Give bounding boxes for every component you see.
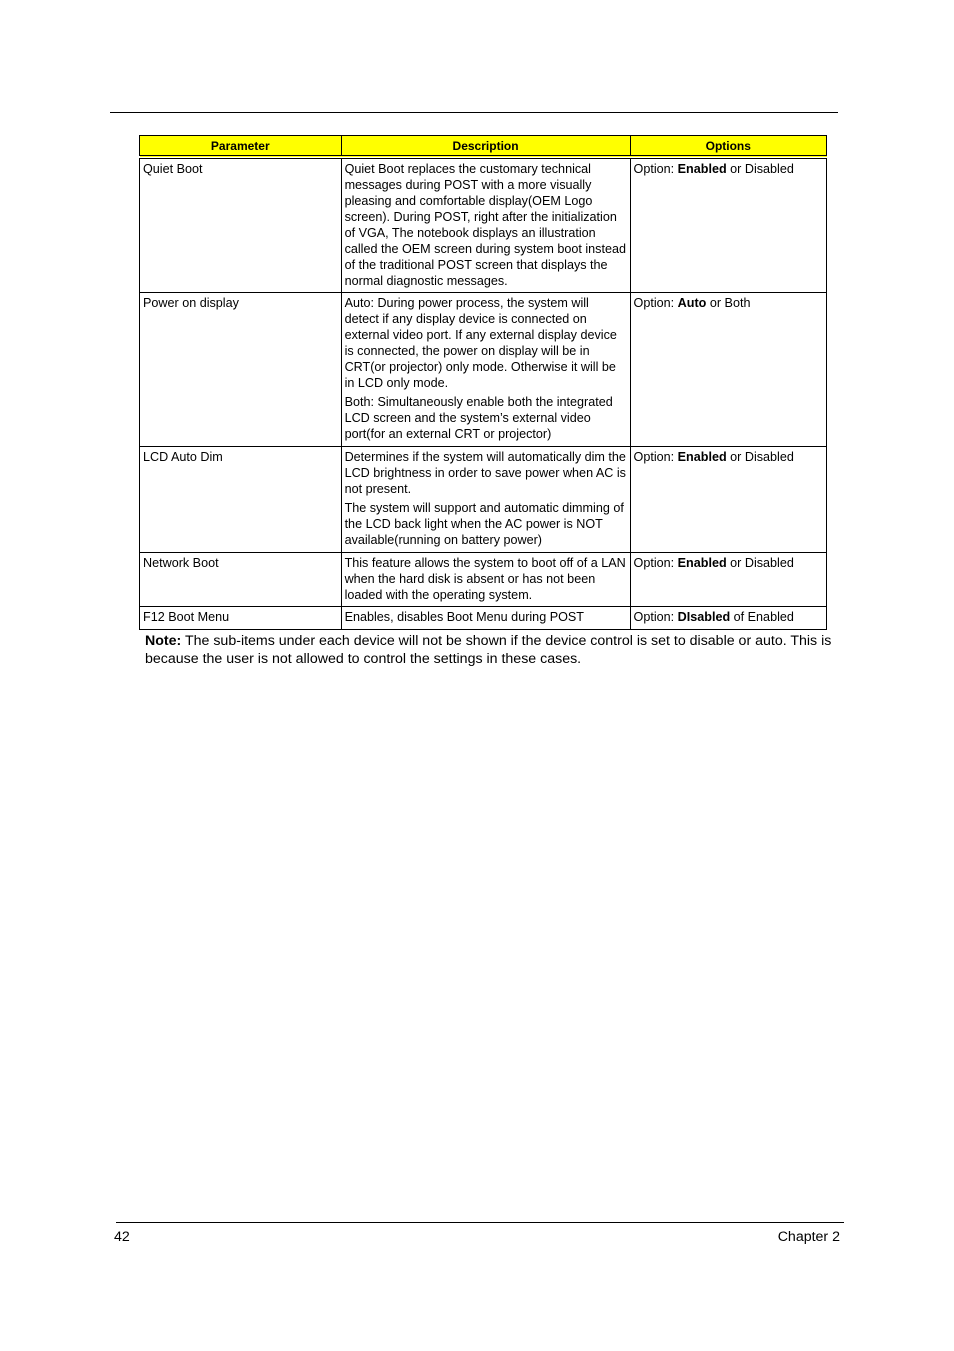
description-paragraph: Auto: During power process, the system will detect if any display device is connected on external video port. If any external display device is connected, the power on display will be in CRT(or projector) only mode. Otherwise it will be in LCD only mode. [344,296,617,390]
option-prefix: Option: [633,296,678,310]
header-options: Options [630,136,826,158]
option-prefix: Option: [633,450,678,464]
options-cell [630,447,826,553]
option-default: Enabled [677,450,727,464]
note-paragraph [145,632,845,668]
table-row [140,553,827,607]
note-label: Note: [145,633,182,649]
option-prefix: Option: [633,610,678,624]
header-rule [110,112,838,113]
description-paragraph: This feature allows the system to boot off of a LAN when the hard disk is absent or has not been loaded with the operating system. [344,556,626,602]
option-default: DIsabled [677,610,731,624]
parameter-cell: F12 Boot Menu [140,607,342,630]
description-cell [341,553,630,607]
description-cell [341,293,630,447]
option-default: Enabled [677,162,727,176]
table-row [140,447,827,553]
table-header-row [140,136,827,158]
description-paragraph: Quiet Boot replaces the customary technical messages during POST with a more visually pleasing and comfortable display(OEM Logo screen). During POST, right after the initialization of VGA, The notebook displays an illustration called the OEM screen during system boot instead of the traditional POST screen that displays the normal diagnostic messages. [344,162,626,288]
description-paragraph: Determines if the system will automatically dim the LCD brightness in order to save power when AC is not present. [344,450,626,496]
options-cell [630,607,826,630]
description-paragraph: Both: Simultaneously enable both the integrated LCD screen and the system’s external video port(for an external CRT or projector) [344,395,613,441]
description-cell [341,447,630,553]
parameter-cell: Quiet Boot [140,157,342,293]
parameter-cell: Network Boot [140,553,342,607]
parameter-table [139,135,827,630]
option-prefix: Option: [633,556,678,570]
options-cell [630,157,826,293]
options-cell [630,293,826,447]
option-prefix: Option: [633,162,678,176]
description-paragraph: Enables, disables Boot Menu during POST [344,610,584,624]
description-cell [341,157,630,293]
option-suffix: or Disabled [726,556,794,570]
parameter-cell: Power on display [140,293,342,447]
footer-rule [116,1222,844,1223]
description-cell [341,607,630,630]
option-suffix: or Both [706,296,751,310]
option-default: Auto [677,296,707,310]
option-default: Enabled [677,556,727,570]
header-parameter: Parameter [140,136,342,158]
header-description: Description [341,136,630,158]
option-suffix: or Disabled [726,162,794,176]
option-suffix: of Enabled [730,610,794,624]
note-text: The sub-items under each device will not be shown if the device control is set to disable or auto. This is because the user is not allowed to control the settings in these cases. [145,633,832,667]
table-row [140,607,827,630]
table-row [140,157,827,293]
description-paragraph: The system will support and automatic dimming of the LCD back light when the AC power is NOT available(running on battery power) [344,501,624,547]
table-row [140,293,827,447]
option-suffix: or Disabled [726,450,794,464]
page-number: 42 [114,1229,130,1245]
chapter-label: Chapter 2 [777,1229,840,1245]
options-cell [630,553,826,607]
parameter-cell: LCD Auto Dim [140,447,342,553]
